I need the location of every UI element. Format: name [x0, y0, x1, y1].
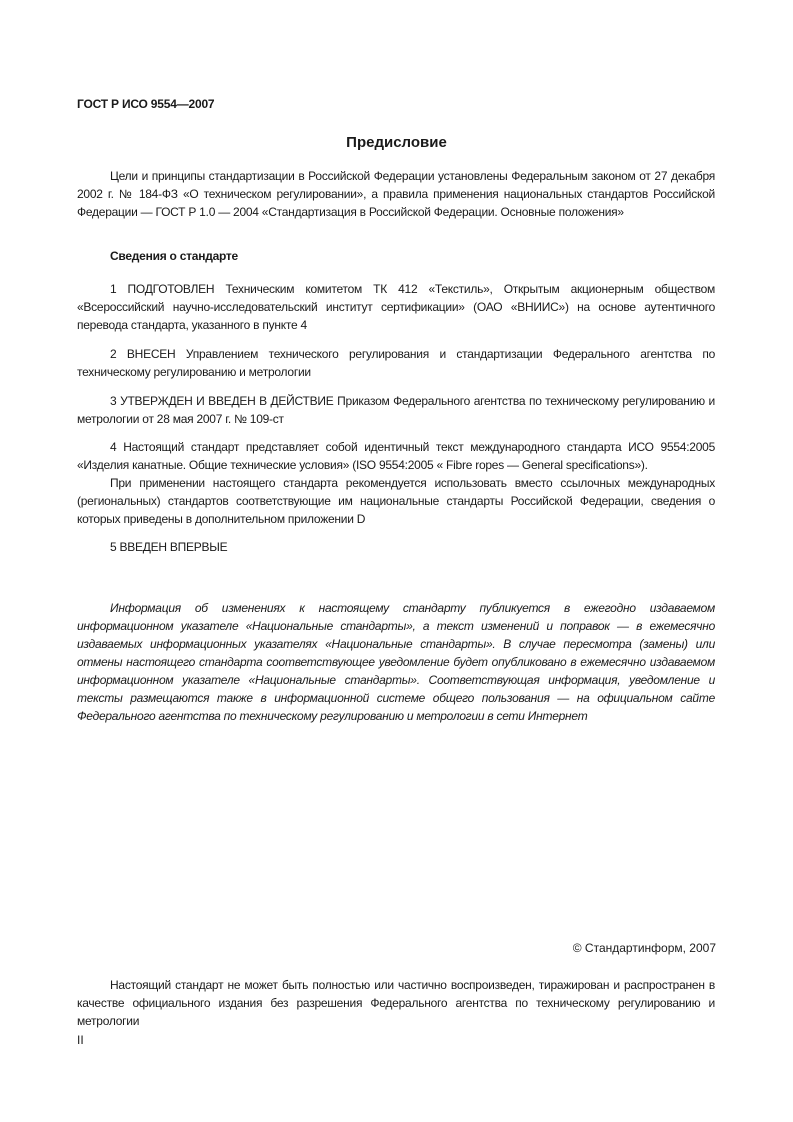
notice-block — [77, 599, 715, 725]
item-4-block — [77, 438, 715, 528]
reproduction-block — [77, 976, 715, 1030]
list-item: 5 ВВЕДЕН ВПЕРВЫЕ — [110, 540, 228, 554]
page-title: Предисловие — [346, 134, 447, 151]
list-item: 4 Настоящий стандарт представляет собой идентичный текст международного стандарта ИСО 9554:2005 «Изделия канатные. Общие технические условия» (ISO 9554:2005 « Fibre ropes — General specifications»). — [77, 440, 715, 472]
section-heading-block — [77, 247, 715, 265]
list-item: 1 ПОДГОТОВЛЕН Техническим комитетом ТК 412 «Текстиль», Открытым акционерным обществом «Всероссийский научно-исследовательский институт сертификации» (ОАО «ВНИИС») на основе аутентичного перевода стандарта, указанного в пункте 4 — [77, 282, 715, 332]
reproduction-notice: Настоящий стандарт не может быть полностью или частично воспроизведен, тиражирован и распространен в качестве официального издания без разрешения Федерального агентства по техническому регулированию и метрологии — [77, 978, 715, 1028]
intro-text: Цели и принципы стандартизации в Российской Федерации установлены Федеральным законом от 27 декабря 2002 г. № 184-ФЗ «О техническом регулировании», а правила применения национальных стандартов Российской Федерации — ГОСТ Р 1.0 — 2004 «Стандартизация в Российской Федерации. Основные положения» — [77, 169, 715, 219]
notice-text: Информация об изменениях к настоящему стандарту публикуется в ежегодно издаваемом информационном указателе «Национальные стандарты», а текст изменений и поправок — в ежемесячно издаваемых информационных указателях «Национальные стандарты». В случае пересмотра (замены) или отмены настоящего стандарта соответствующее уведомление будет опубликовано в ежемесячно издаваемом информационном указателе «Национальные стандарты». Соответствующая информация, уведомление и тексты размещаются также в информационной системе общего пользования — на официальном сайте Федерального агентства по техническому регулированию и метрологии в сети Интернет — [77, 601, 715, 723]
page-number: II — [77, 1033, 84, 1047]
item-1-block — [77, 280, 715, 334]
document-id: ГОСТ Р ИСО 9554—2007 — [77, 97, 215, 111]
item-5-block — [77, 538, 715, 556]
intro-paragraph — [77, 167, 715, 221]
section-heading: Сведения о стандарте — [110, 249, 238, 263]
item-3-block — [77, 392, 715, 428]
item-2-block — [77, 345, 715, 381]
list-item: 2 ВНЕСЕН Управлением технического регулирования и стандартизации Федерального агентства по техническому регулированию и метрологии — [77, 347, 715, 379]
list-item: 3 УТВЕРЖДЕН И ВВЕДЕН В ДЕЙСТВИЕ Приказом Федерального агентства по техническому регулированию и метрологии от 28 мая 2007 г. № 109-ст — [77, 394, 715, 426]
list-item: При применении настоящего стандарта рекомендуется использовать вместо ссылочных международных (региональных) стандартов соответствующие им национальные стандарты Российской Федерации, сведения о которых приведены в дополнительном приложении D — [77, 476, 715, 526]
copyright: © Стандартинформ, 2007 — [572, 941, 716, 955]
